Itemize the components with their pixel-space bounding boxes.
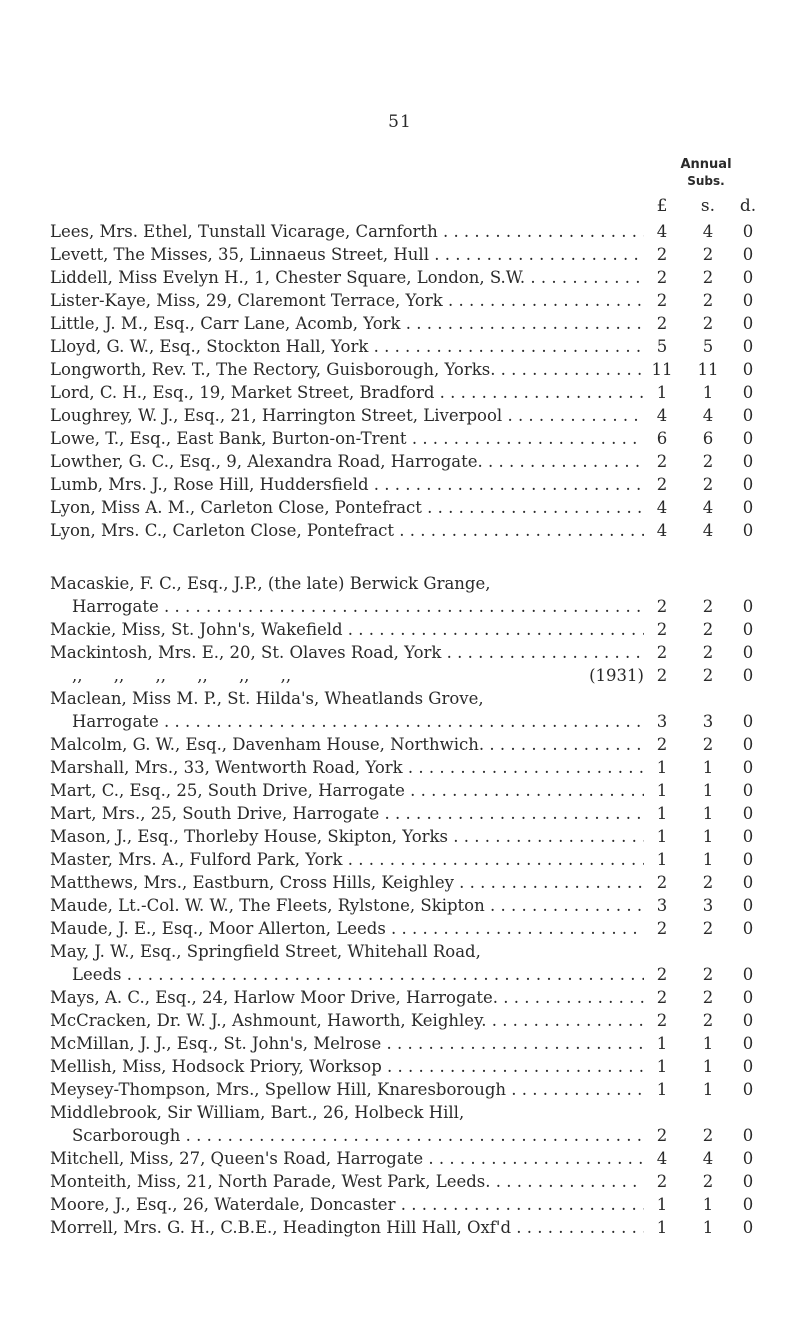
list-item — [0, 335, 800, 358]
pounds-amount: 2 — [656, 643, 668, 662]
subscriber-name: Harrogate . . . — [72, 595, 644, 618]
pounds-amount: 3 — [656, 896, 668, 915]
subscriber-name: Macaskie, F. C., Esq., J.P., (the late) Berwick Grange, — [50, 574, 491, 593]
subscriber-name: Matthews, Mrs., Eastburn, Cross Hills, Keighley . . . — [50, 871, 644, 894]
list-item — [0, 358, 800, 381]
subscriber-name: Malcolm, G. W., Esq., Davenham House, Northwich. . . . . — [50, 733, 644, 756]
shillings-amount: 2 — [702, 735, 714, 754]
list-item — [0, 871, 800, 894]
pounds-amount: 2 — [656, 988, 668, 1007]
subscriber-name: Maude, J. E., Esq., Moor Allerton, Leeds . . . — [50, 917, 644, 940]
pence-amount: 0 — [742, 406, 754, 425]
list-item — [0, 802, 800, 825]
shillings-amount: 2 — [702, 1011, 714, 1030]
subscriber-name: Lowther, G. C., Esq., 9, Alexandra Road, Harrogate. . . . . — [50, 450, 644, 473]
shillings-amount: 1 — [702, 1195, 714, 1214]
pence-amount: 0 — [742, 291, 754, 310]
pence-amount: 0 — [742, 498, 754, 517]
shillings-amount: 2 — [702, 1126, 714, 1145]
shillings-amount: 1 — [702, 758, 714, 777]
subscriber-name: Marshall, Mrs., 33, Wentworth Road, York . . . — [50, 756, 644, 779]
pence-amount: 0 — [742, 597, 754, 616]
pence-amount: 0 — [742, 781, 754, 800]
pence-amount: 0 — [742, 988, 754, 1007]
pounds-amount: 1 — [656, 1195, 668, 1214]
pounds-column-header: £ — [656, 196, 668, 216]
subscriber-name: Moore, J., Esq., 26, Waterdale, Doncaster . . . — [50, 1193, 644, 1216]
subscriber-name: Levett, The Misses, 35, Linnaeus Street, Hull . . . — [50, 243, 644, 266]
list-item — [0, 450, 800, 473]
shillings-amount: 2 — [702, 643, 714, 662]
pounds-amount: 1 — [656, 781, 668, 800]
list-item — [0, 641, 800, 664]
pence-amount: 0 — [742, 965, 754, 984]
pounds-amount: 2 — [656, 452, 668, 471]
subscriber-name: Lloyd, G. W., Esq., Stockton Hall, York . . . — [50, 335, 644, 358]
pounds-amount: 2 — [656, 1172, 668, 1191]
pence-amount: 0 — [742, 896, 754, 915]
pounds-amount: 2 — [656, 1011, 668, 1030]
pounds-amount: 2 — [656, 735, 668, 754]
list-item — [0, 243, 800, 266]
subscriber-list — [0, 220, 800, 1239]
pounds-amount: 1 — [656, 1057, 668, 1076]
list-item — [0, 595, 800, 618]
list-item — [0, 1147, 800, 1170]
list-item — [0, 1101, 800, 1124]
subscriber-name: Mays, A. C., Esq., 24, Harlow Moor Drive, Harrogate. . . . . — [50, 986, 644, 1009]
pounds-amount: 1 — [656, 383, 668, 402]
pounds-amount: 4 — [656, 406, 668, 425]
pence-amount: 0 — [742, 360, 754, 379]
shillings-amount: 1 — [702, 383, 714, 402]
pence-amount: 0 — [742, 1126, 754, 1145]
shillings-amount: 2 — [702, 666, 714, 685]
pence-amount: 0 — [742, 735, 754, 754]
pounds-amount: 4 — [656, 222, 668, 241]
shillings-amount: 1 — [702, 781, 714, 800]
pounds-amount: 2 — [656, 475, 668, 494]
shillings-amount: 4 — [702, 222, 714, 241]
list-item — [0, 986, 800, 1009]
subscriber-name: Mitchell, Miss, 27, Queen's Road, Harrogate . . . — [50, 1147, 644, 1170]
subscriber-name: Leeds . . . — [72, 963, 644, 986]
shillings-amount: 2 — [702, 597, 714, 616]
subscriber-name: Scarborough . . . — [72, 1124, 644, 1147]
pence-amount: 0 — [742, 337, 754, 356]
shillings-amount: 4 — [702, 406, 714, 425]
subscriber-name: Mart, Mrs., 25, South Drive, Harrogate . . . — [50, 802, 644, 825]
list-item — [0, 710, 800, 733]
subscriber-name: Loughrey, W. J., Esq., 21, Harrington Street, Liverpool . . . — [50, 404, 644, 427]
pounds-amount: 1 — [656, 1218, 668, 1237]
pence-amount: 0 — [742, 1080, 754, 1099]
subscriber-name: Meysey-Thompson, Mrs., Spellow Hill, Knaresborough . . . — [50, 1078, 644, 1101]
list-item — [0, 1032, 800, 1055]
list-item — [0, 618, 800, 641]
shillings-amount: 5 — [702, 337, 714, 356]
subscriber-name: Master, Mrs. A., Fulford Park, York . . . — [50, 848, 644, 871]
list-item — [0, 519, 800, 542]
shillings-amount: 1 — [702, 1057, 714, 1076]
shillings-amount: 2 — [702, 452, 714, 471]
subscriber-name: Lister-Kaye, Miss, 29, Claremont Terrace, York . . . — [50, 289, 644, 312]
pounds-amount: 4 — [656, 1149, 668, 1168]
list-item — [0, 917, 800, 940]
shillings-amount: 4 — [702, 521, 714, 540]
list-item — [0, 1055, 800, 1078]
pence-amount: 0 — [742, 452, 754, 471]
annual-header: Annual — [680, 157, 732, 172]
pence-amount: 0 — [742, 620, 754, 639]
list-item — [0, 756, 800, 779]
list-item — [0, 473, 800, 496]
list-item — [0, 404, 800, 427]
pounds-amount: 1 — [656, 804, 668, 823]
subscriber-name: Lowe, T., Esq., East Bank, Burton-on-Trent . . . — [50, 427, 644, 450]
list-item — [0, 427, 800, 450]
pounds-amount: 5 — [656, 337, 668, 356]
subscriber-name: Lees, Mrs. Ethel, Tunstall Vicarage, Carnforth . . . — [50, 220, 644, 243]
shillings-amount: 2 — [702, 314, 714, 333]
pounds-amount: 4 — [656, 498, 668, 517]
pence-amount: 0 — [742, 1034, 754, 1053]
list-item — [0, 572, 800, 595]
pounds-amount: 2 — [656, 291, 668, 310]
page-number: 51 — [388, 112, 412, 132]
pounds-amount: 11 — [651, 360, 673, 379]
list-item — [0, 312, 800, 335]
subscriber-name: May, J. W., Esq., Springfield Street, Whitehall Road, — [50, 942, 481, 961]
ditto-year: (1931) — [589, 666, 644, 685]
subscriber-name: McCracken, Dr. W. J., Ashmount, Haworth, Keighley. . . . — [50, 1009, 644, 1032]
list-item — [0, 1216, 800, 1239]
shillings-amount: 3 — [702, 896, 714, 915]
pence-amount: 0 — [742, 827, 754, 846]
subscriber-name: Middlebrook, Sir William, Bart., 26, Holbeck Hill, — [50, 1103, 465, 1122]
subscriber-name: Lyon, Miss A. M., Carleton Close, Pontefract . . . — [50, 496, 644, 519]
pounds-amount: 2 — [656, 666, 668, 685]
pounds-amount: 6 — [656, 429, 668, 448]
list-item — [0, 1009, 800, 1032]
subscriber-name: Liddell, Miss Evelyn H., 1, Chester Square, London, S.W. . . . — [50, 266, 644, 289]
pence-amount: 0 — [742, 873, 754, 892]
list-item — [0, 963, 800, 986]
list-item — [0, 289, 800, 312]
pounds-amount: 2 — [656, 1126, 668, 1145]
shillings-amount: 2 — [702, 245, 714, 264]
pounds-amount: 2 — [656, 245, 668, 264]
ditto-marks: ,, ,, ,, ,, ,, ,, — [72, 666, 292, 685]
list-item — [0, 848, 800, 871]
subscriber-name: Mackintosh, Mrs. E., 20, St. Olaves Road, York . . . — [50, 641, 644, 664]
list-item — [0, 825, 800, 848]
pounds-amount: 1 — [656, 850, 668, 869]
pence-column-header: d. — [739, 196, 757, 216]
pounds-amount: 1 — [656, 1080, 668, 1099]
pounds-amount: 3 — [656, 712, 668, 731]
shillings-amount: 2 — [702, 873, 714, 892]
shillings-amount: 1 — [702, 1080, 714, 1099]
subscriber-name: Mellish, Miss, Hodsock Priory, Worksop . . . — [50, 1055, 644, 1078]
shillings-amount: 3 — [702, 712, 714, 731]
pounds-amount: 2 — [656, 620, 668, 639]
list-item — [0, 381, 800, 404]
pounds-amount: 2 — [656, 965, 668, 984]
subscriber-name: Maude, Lt.-Col. W. W., The Fleets, Rylstone, Skipton . . . — [50, 894, 644, 917]
list-item — [0, 664, 800, 687]
list-item — [0, 266, 800, 289]
list-item — [0, 1124, 800, 1147]
subscriber-name: Lumb, Mrs. J., Rose Hill, Huddersfield . . . — [50, 473, 644, 496]
shillings-amount: 1 — [702, 804, 714, 823]
pounds-amount: 1 — [656, 1034, 668, 1053]
pence-amount: 0 — [742, 475, 754, 494]
shillings-amount: 1 — [702, 1218, 714, 1237]
shillings-amount: 1 — [702, 827, 714, 846]
pounds-amount: 1 — [656, 827, 668, 846]
ditto-entry — [72, 664, 644, 687]
list-item — [0, 1170, 800, 1193]
shillings-amount: 2 — [702, 965, 714, 984]
list-item — [0, 220, 800, 243]
subscriber-name: Mason, J., Esq., Thorleby House, Skipton, Yorks . . . — [50, 825, 644, 848]
list-item — [0, 733, 800, 756]
list-item — [0, 687, 800, 710]
shillings-amount: 4 — [702, 498, 714, 517]
pence-amount: 0 — [742, 268, 754, 287]
list-item — [0, 1193, 800, 1216]
subscriber-name: Lord, C. H., Esq., 19, Market Street, Bradford . . . — [50, 381, 644, 404]
pence-amount: 0 — [742, 1218, 754, 1237]
pence-amount: 0 — [742, 850, 754, 869]
pence-amount: 0 — [742, 521, 754, 540]
subscriber-name: Maclean, Miss M. P., St. Hilda's, Wheatlands Grove, — [50, 689, 484, 708]
subscriber-name: McMillan, J. J., Esq., St. John's, Melrose . . . — [50, 1032, 644, 1055]
pence-amount: 0 — [742, 245, 754, 264]
pence-amount: 0 — [742, 1057, 754, 1076]
shillings-amount: 2 — [702, 620, 714, 639]
pence-amount: 0 — [742, 666, 754, 685]
shillings-column-header: s. — [700, 196, 716, 216]
subscriber-name: Longworth, Rev. T., The Rectory, Guisborough, Yorks. . . . — [50, 358, 644, 381]
subscriber-name: Mackie, Miss, St. John's, Wakefield . . . — [50, 618, 644, 641]
shillings-amount: 2 — [702, 475, 714, 494]
pence-amount: 0 — [742, 804, 754, 823]
shillings-amount: 4 — [702, 1149, 714, 1168]
subscriber-name: Mart, C., Esq., 25, South Drive, Harrogate . . . — [50, 779, 644, 802]
list-item — [0, 779, 800, 802]
shillings-amount: 2 — [702, 988, 714, 1007]
shillings-amount: 11 — [697, 360, 719, 379]
shillings-amount: 2 — [702, 919, 714, 938]
pence-amount: 0 — [742, 1172, 754, 1191]
pounds-amount: 1 — [656, 758, 668, 777]
pence-amount: 0 — [742, 1011, 754, 1030]
list-item — [0, 894, 800, 917]
pounds-amount: 4 — [656, 521, 668, 540]
shillings-amount: 1 — [702, 1034, 714, 1053]
pence-amount: 0 — [742, 758, 754, 777]
pounds-amount: 2 — [656, 919, 668, 938]
subscriber-name: Lyon, Mrs. C., Carleton Close, Pontefract . . . — [50, 519, 644, 542]
shillings-amount: 1 — [702, 850, 714, 869]
pence-amount: 0 — [742, 383, 754, 402]
pence-amount: 0 — [742, 314, 754, 333]
list-item — [0, 940, 800, 963]
pence-amount: 0 — [742, 643, 754, 662]
pence-amount: 0 — [742, 712, 754, 731]
pence-amount: 0 — [742, 919, 754, 938]
subscriber-name: Harrogate . . . — [72, 710, 644, 733]
subscriber-name: Little, J. M., Esq., Carr Lane, Acomb, York . . . — [50, 312, 644, 335]
pence-amount: 0 — [742, 222, 754, 241]
pounds-amount: 2 — [656, 597, 668, 616]
subscriber-name: Monteith, Miss, 21, North Parade, West Park, Leeds. . . . . — [50, 1170, 644, 1193]
pence-amount: 0 — [742, 1149, 754, 1168]
shillings-amount: 2 — [702, 291, 714, 310]
pounds-amount: 2 — [656, 873, 668, 892]
shillings-amount: 2 — [702, 268, 714, 287]
shillings-amount: 6 — [702, 429, 714, 448]
shillings-amount: 2 — [702, 1172, 714, 1191]
pence-amount: 0 — [742, 1195, 754, 1214]
pence-amount: 0 — [742, 429, 754, 448]
list-item — [0, 1078, 800, 1101]
pounds-amount: 2 — [656, 314, 668, 333]
subs-header: Subs. — [687, 174, 725, 188]
pounds-amount: 2 — [656, 268, 668, 287]
list-item — [0, 496, 800, 519]
subscriber-name: Morrell, Mrs. G. H., C.B.E., Headington Hill Hall, Oxf'd . . . — [50, 1216, 644, 1239]
